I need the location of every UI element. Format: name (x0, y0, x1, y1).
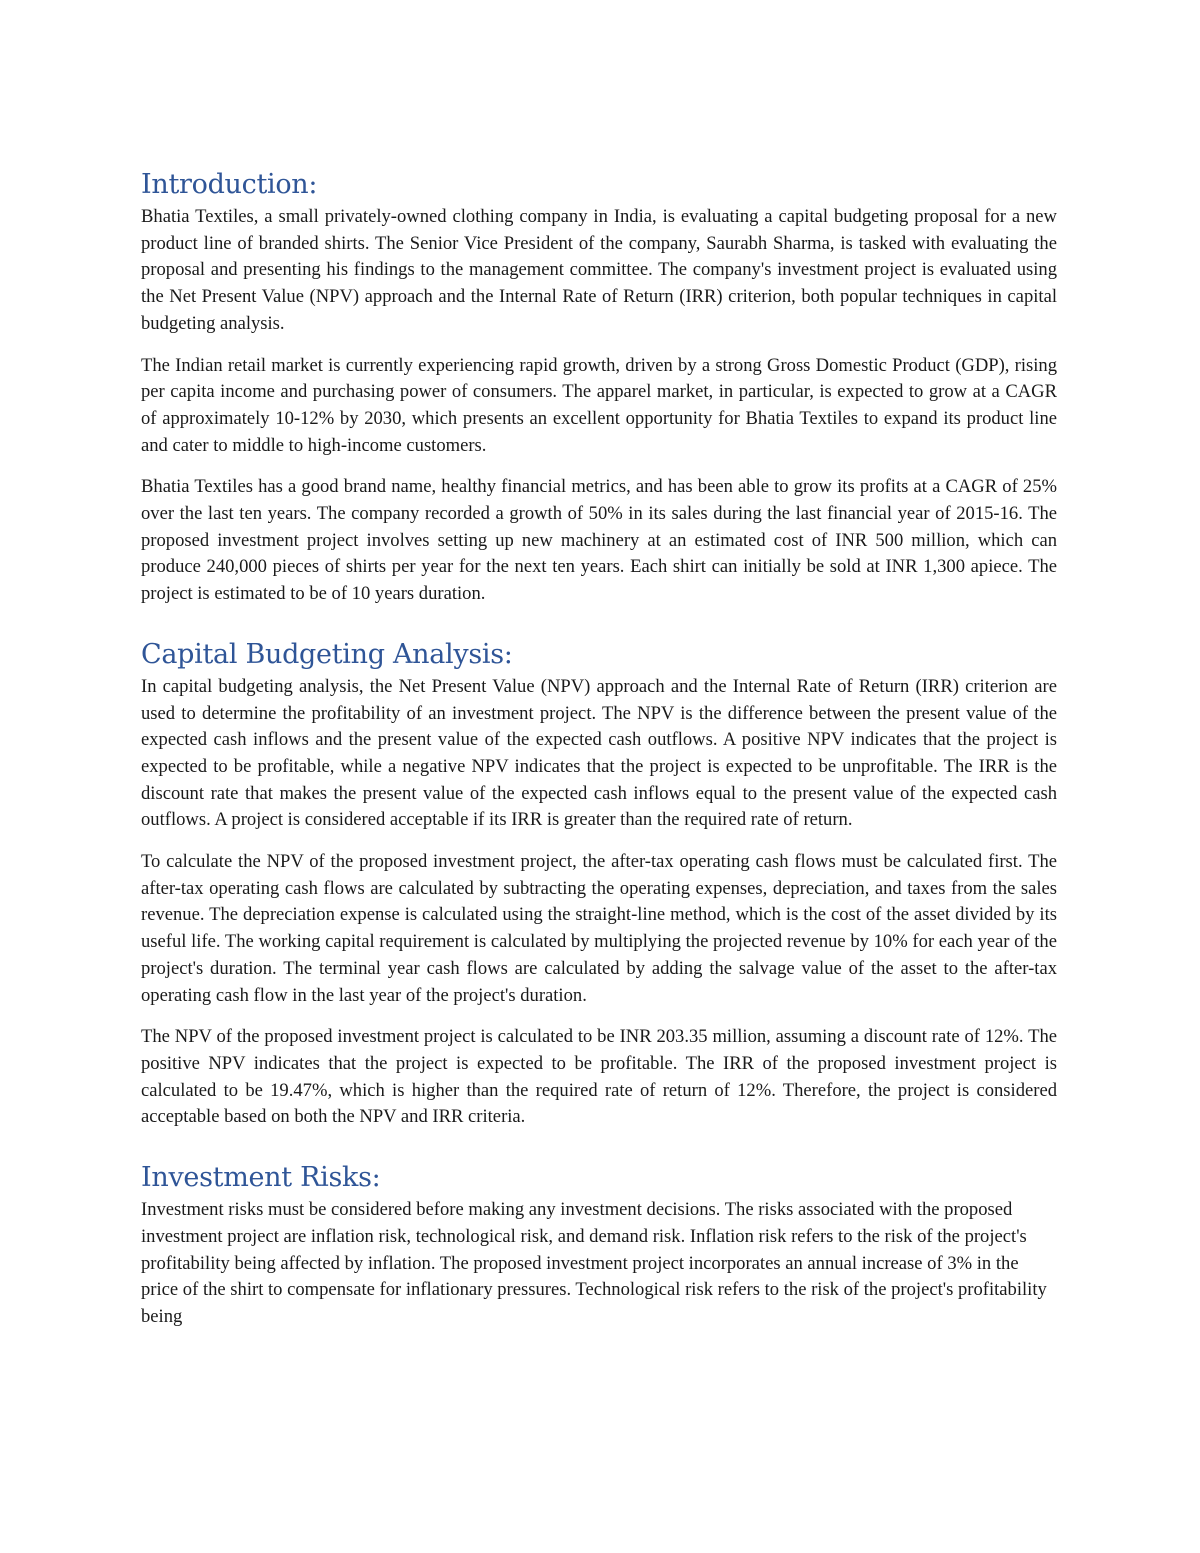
section-spacer (141, 623, 1057, 636)
heading-investment-risks: Investment Risks: (141, 1162, 381, 1194)
cba-paragraph-3: The NPV of the proposed investment project is calculated to be INR 203.35 million, assuming a discount rate of 12%. The positive NPV indicates that the project is expected to be profitable. The IRR of the proposed investment project is calculated to be 19.47%, which is higher than the required rate of return of 12%. Therefore, the project is considered acceptable based on both the NPV and IRR criteria. (141, 1026, 1057, 1128)
section-spacer (141, 1146, 1057, 1159)
risks-paragraph-1: Investment risks must be considered before making any investment decisions. The risks associated with the proposed investment project are inflation risk, technological risk, and demand risk. Inflation risk refers to the risk of the project's profitability being affected by inflation. The proposed investment project incorporates an annual increase of 3% in the price of the shirt to compensate for inflationary pressures. Technological risk refers to the risk of the project's profitability being (141, 1199, 1047, 1327)
cba-paragraph-1: In capital budgeting analysis, the Net Present Value (NPV) approach and the Internal Rate of Return (IRR) criterion are used to determine the profitability of an investment project. The NPV is the difference between the present value of the expected cash inflows and the present value of the expected cash outflows. A positive NPV indicates that the project is expected to be profitable, while a negative NPV indicates that the project is expected to be unprofitable. The IRR is the discount rate that makes the present value of the expected cash inflows equal to the present value of the expected cash outflows. A project is considered acceptable if its IRR is greater than the required rate of return. (141, 675, 1057, 831)
intro-paragraph-2: The Indian retail market is currently experiencing rapid growth, driven by a strong Gross Domestic Product (GDP), rising per capita income and purchasing power of consumers. The apparel market, in particular, is expected to grow at a CAGR of approximately 10-12% by 2030, which presents an excellent opportunity for Bhatia Textiles to expand its product line and cater to middle to high-income customers. (141, 354, 1057, 456)
intro-paragraph-1: Bhatia Textiles, a small privately-owned clothing company in India, is evaluating a capital budgeting proposal for a new product line of branded shirts. The Senior Vice President of the company, Saurabh Sharma, is tasked with evaluating the proposal and presenting his findings to the management committee. The company's investment project is evaluated using the Net Present Value (NPV) approach and the Internal Rate of Return (IRR) criterion, both popular techniques in capital budgeting analysis. (141, 206, 1057, 334)
heading-introduction: Introduction: (141, 169, 318, 200)
cba-paragraph-2: To calculate the NPV of the proposed investment project, the after-tax operating cash flows must be calculated first. The after-tax operating cash flows are calculated by subtracting the operating expenses, depreciation, and taxes from the sales revenue. The depreciation expense is calculated using the straight-line method, which is the cost of the asset divided by its useful life. The working capital requirement is calculated by multiplying the projected revenue by 10% for each year of the project's duration. The terminal year cash flows are calculated by adding the salvage value of the asset to the after-tax operating cash flow in the last year of the project's duration. (141, 851, 1057, 1006)
heading-capital-budgeting: Capital Budgeting Analysis: (141, 638, 513, 670)
intro-paragraph-3: Bhatia Textiles has a good brand name, healthy financial metrics, and has been able to grow its profits at a CAGR of 25% over the last ten years. The company recorded a growth of 50% in its sales during the last financial year of 2015-16. The proposed investment project involves setting up new machinery at an estimated cost of INR 500 million, which can produce 240,000 pieces of shirts per year for the next ten years. Each shirt can initially be sold at INR 1,300 apiece. The project is estimated to be of 10 years duration. (141, 476, 1057, 605)
document-body (141, 166, 1057, 1346)
